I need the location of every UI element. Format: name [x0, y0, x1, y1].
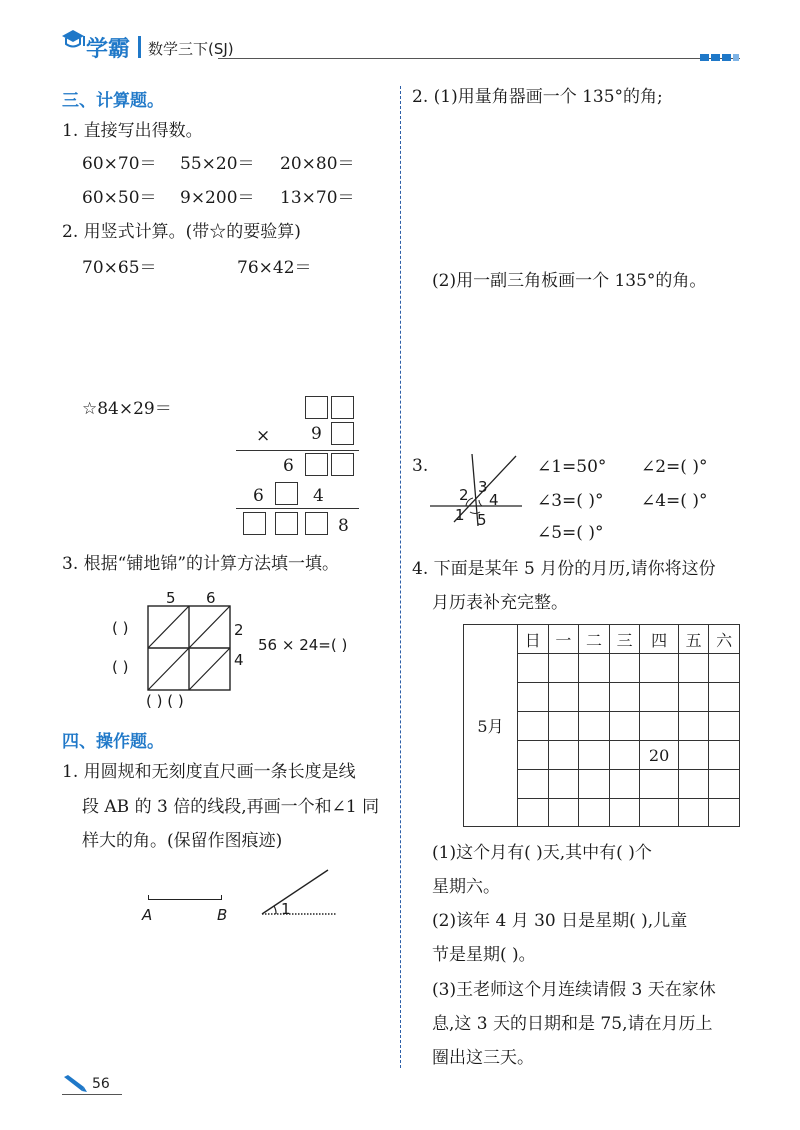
calendar-cell[interactable] [678, 741, 709, 770]
angle-label: 1 [455, 506, 465, 524]
angle-label: 2 [459, 486, 469, 504]
header-bar [138, 36, 141, 58]
op-q1-line: 1. 用圆规和无刻度直尺画一条长度是线 [62, 762, 356, 782]
rule-line [236, 450, 359, 451]
blank-box[interactable] [305, 453, 328, 476]
q3-title: 3. 根据“铺地锦”的计算方法填一填。 [62, 554, 340, 574]
calendar-cell[interactable] [678, 799, 709, 827]
tick-a [148, 895, 149, 900]
q1-item: 20×80＝ [280, 154, 355, 174]
q1-item: 13×70＝ [280, 188, 355, 208]
pencil-icon [62, 1073, 88, 1093]
calendar-cell[interactable]: 20 [640, 741, 678, 770]
calendar-cell[interactable] [579, 770, 610, 799]
angle-equation: ∠2=( )° [641, 457, 708, 477]
calendar-cell[interactable] [548, 770, 579, 799]
calendar-month: 5月 [477, 717, 504, 736]
calendar-cell[interactable] [548, 683, 579, 712]
angle-1-label: 1 [281, 900, 291, 918]
right-q2-part1: 2. (1)用量角器画一个 135°的角; [412, 87, 663, 107]
calendar-cell[interactable] [579, 654, 610, 683]
calendar-cell[interactable] [640, 799, 678, 827]
digit: 8 [338, 516, 349, 536]
calendar-cell[interactable] [640, 712, 678, 741]
angle-label: 3 [478, 478, 488, 496]
segment-ab [148, 899, 222, 900]
calendar-cell[interactable] [609, 683, 640, 712]
weekday-header: 三 [609, 625, 640, 654]
sub-question-line: (2)该年 4 月 30 日是星期( ),儿童 [432, 911, 688, 931]
q2-item: 76×42＝ [237, 258, 312, 278]
header-rule [218, 58, 740, 59]
calendar-cell[interactable] [579, 712, 610, 741]
grid-bottom-parens[interactable]: ( ) ( ) [146, 692, 184, 710]
q2-item: 70×65＝ [82, 258, 157, 278]
sub-question-line: 息,这 3 天的日期和是 75,请在月历上 [432, 1014, 713, 1034]
calendar-cell[interactable] [640, 654, 678, 683]
blank-box[interactable] [275, 482, 298, 505]
calendar-cell[interactable] [609, 770, 640, 799]
rule-line [236, 508, 359, 509]
calendar-cell[interactable] [518, 741, 549, 770]
tick-b [221, 895, 222, 900]
label-a: A [142, 906, 153, 924]
page-number: 56 [92, 1076, 110, 1092]
calendar-cell[interactable] [579, 683, 610, 712]
right-q2-part2: (2)用一副三角板画一个 135°的角。 [432, 271, 707, 291]
column-divider [400, 86, 401, 1068]
calendar-cell[interactable] [709, 683, 740, 712]
q1-item: 9×200＝ [180, 188, 255, 208]
op-q1-line: 样大的角。(保留作图痕迹) [82, 831, 283, 851]
blank-box[interactable] [305, 512, 328, 535]
section4-title: 四、操作题。 [62, 732, 164, 752]
angle-label: 4 [489, 491, 499, 509]
section3-title: 三、计算题。 [62, 91, 164, 111]
weekday-header: 六 [709, 625, 740, 654]
digit: 4 [313, 486, 324, 506]
grid-top-digit: 6 [206, 589, 216, 607]
calendar-cell[interactable] [609, 799, 640, 827]
grid-equation: 56 × 24=( ) [258, 636, 348, 654]
sub-question-line: (1)这个月有( )天,其中有( )个 [432, 843, 652, 863]
blank-box[interactable] [331, 422, 354, 445]
digit: 6 [253, 486, 264, 506]
calendar-cell[interactable] [640, 683, 678, 712]
calendar-cell[interactable] [709, 770, 740, 799]
digit: 6 [283, 456, 294, 476]
calendar-month-cell [464, 625, 518, 827]
calendar-cell[interactable] [548, 654, 579, 683]
digit: 9 [311, 424, 322, 444]
blank-box[interactable] [243, 512, 266, 535]
calendar-cell[interactable] [678, 654, 709, 683]
weekday-header: 四 [640, 625, 678, 654]
calendar-table [463, 624, 740, 827]
blank-box[interactable] [331, 453, 354, 476]
grid-lines [147, 605, 231, 691]
grid-right-digit: 2 [234, 621, 244, 639]
blank-box[interactable] [305, 396, 328, 419]
weekday-header: 五 [678, 625, 709, 654]
angle-equation: ∠1=50° [537, 457, 607, 477]
calendar-cell[interactable] [518, 770, 549, 799]
right-q3-number: 3. [412, 456, 429, 476]
grid-top-digit: 5 [166, 589, 176, 607]
footer-rule [62, 1094, 122, 1095]
q2-star-item: ☆84×29＝ [82, 399, 172, 419]
calendar-cell[interactable] [678, 712, 709, 741]
q1-item: 60×70＝ [82, 154, 157, 174]
calendar-cell[interactable] [518, 654, 549, 683]
angle-equation: ∠3=( )° [537, 491, 604, 511]
angle-label: 5 [477, 511, 487, 529]
sub-question-line: (3)王老师这个月连续请假 3 天在家休 [432, 980, 716, 1000]
calendar-cell[interactable] [579, 741, 610, 770]
q1-item: 55×20＝ [180, 154, 255, 174]
calendar-cell[interactable] [518, 683, 549, 712]
calendar-cell[interactable] [709, 712, 740, 741]
q1-title: 1. 直接写出得数。 [62, 121, 203, 141]
right-q4-line: 4. 下面是某年 5 月份的月历,请你将这份 [412, 559, 716, 579]
graduation-cap-icon [60, 28, 86, 56]
weekday-header: 一 [548, 625, 579, 654]
calendar-cell[interactable] [609, 741, 640, 770]
weekday-header: 日 [518, 625, 549, 654]
blank-box[interactable] [331, 396, 354, 419]
calendar-cell[interactable] [518, 712, 549, 741]
sub-question-line: 星期六。 [432, 877, 500, 897]
calendar-cell[interactable] [548, 799, 579, 827]
calendar-cell[interactable] [518, 799, 549, 827]
calendar-cell[interactable] [548, 741, 579, 770]
right-q4-line: 月历表补充完整。 [432, 593, 568, 613]
op-q1-line: 段 AB 的 3 倍的线段,再画一个和∠1 同 [82, 797, 380, 817]
label-b: B [217, 906, 228, 924]
blank-box[interactable] [275, 512, 298, 535]
q2-title: 2. 用竖式计算。(带☆的要验算) [62, 222, 301, 242]
sub-question-line: 圈出这三天。 [432, 1048, 534, 1068]
calendar-cell[interactable] [640, 770, 678, 799]
calendar-cell[interactable] [609, 712, 640, 741]
header-subtitle: 数学三下(SJ) [148, 40, 234, 58]
grid-right-digit: 4 [234, 651, 244, 669]
header-brand: 学霸 [86, 37, 131, 62]
calendar-cell[interactable] [678, 683, 709, 712]
calendar-cell[interactable] [678, 770, 709, 799]
calendar-cell[interactable] [709, 799, 740, 827]
calendar-cell[interactable] [709, 654, 740, 683]
angle-equation: ∠5=( )° [537, 523, 604, 543]
angle-1-figure [258, 866, 338, 920]
angle-equation: ∠4=( )° [641, 491, 708, 511]
calendar-cell[interactable] [709, 741, 740, 770]
sub-question-line: 节是星期( )。 [432, 945, 536, 965]
calendar-cell[interactable] [579, 799, 610, 827]
grid-left-paren[interactable]: ( ) [112, 619, 129, 637]
calendar-cell[interactable] [548, 712, 579, 741]
header-squares [700, 46, 739, 65]
grid-left-paren[interactable]: ( ) [112, 658, 129, 676]
calendar-cell[interactable] [609, 654, 640, 683]
q1-item: 60×50＝ [82, 188, 157, 208]
times-sign: × [256, 426, 271, 446]
weekday-header: 二 [579, 625, 610, 654]
